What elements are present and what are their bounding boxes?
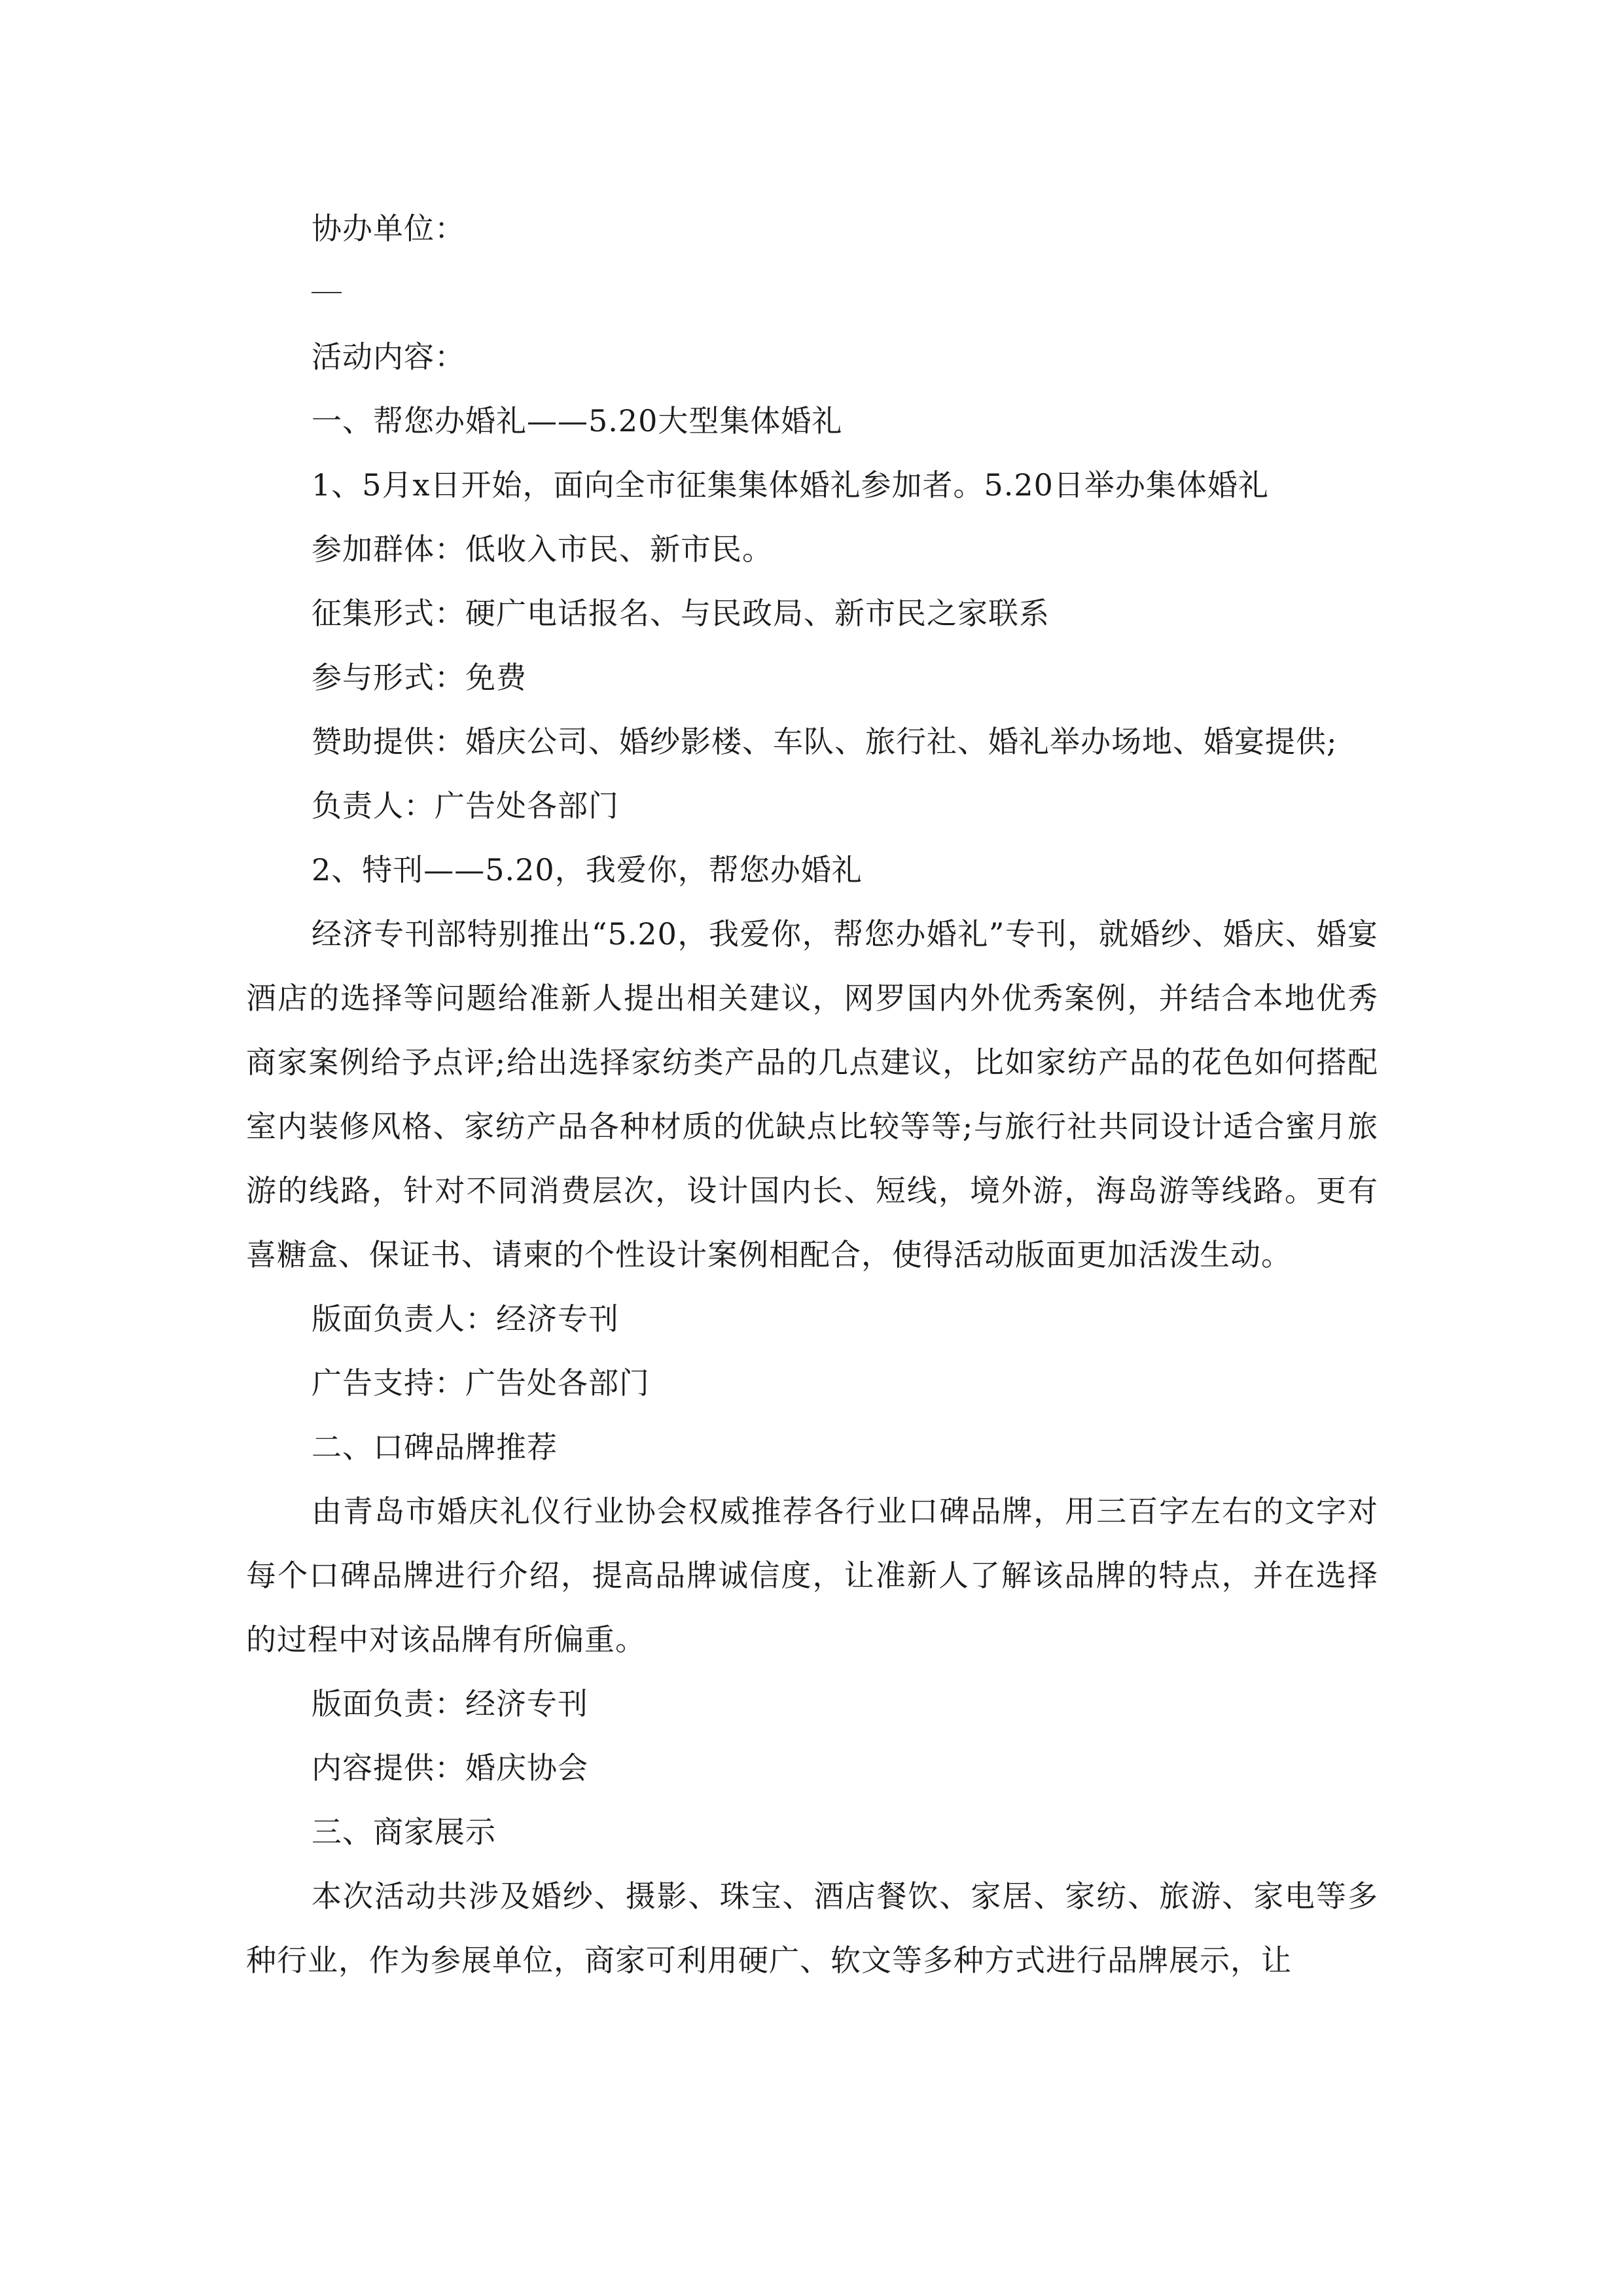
section1-item1: 1、5月x日开始，面向全市征集集体婚礼参加者。5.20日举办集体婚礼 xyxy=(312,467,1269,503)
section1-item2: 2、特刊——5.20，我爱你，帮您办婚礼 xyxy=(312,852,863,888)
co-organizer-placeholder-dash xyxy=(246,260,1378,325)
section1-sponsors: 赞助提供：婚庆公司、婚纱影楼、车队、旅行社、婚礼举办场地、婚宴提供; xyxy=(312,724,1338,759)
section2-title: 二、口碑品牌推荐 xyxy=(312,1429,558,1465)
section3-title: 三、商家展示 xyxy=(312,1814,496,1850)
section1-layout-responsible: 版面负责人：经济专刊 xyxy=(312,1301,619,1336)
section2-paragraph: 由青岛市婚庆礼仪行业协会权威推荐各行业口碑品牌，用三百字左右的文字对每个口碑品牌进行介绍，提高品牌诚信度，让准新人了解该品牌的特点，并在选择的过程中对该品牌有所偏重。 xyxy=(246,1494,1378,1657)
section1-title: 一、帮您办婚礼——5.20大型集体婚礼 xyxy=(312,403,843,439)
section2-layout-responsible: 版面负责：经济专刊 xyxy=(312,1686,588,1721)
section1-participants: 参加群体：低收入市民、新市民。 xyxy=(312,531,773,567)
section1-recruitment: 征集形式：硬广电话报名、与民政局、新市民之家联系 xyxy=(312,596,1050,631)
co-organizer-label: 协办单位： xyxy=(312,211,465,246)
section1-responsible: 负责人：广告处各部门 xyxy=(312,788,619,823)
section1-ad-support: 广告支持：广告处各部门 xyxy=(312,1365,650,1401)
activity-content-label: 活动内容： xyxy=(312,339,465,374)
document-body xyxy=(246,196,1378,1992)
section3-paragraph: 本次活动共涉及婚纱、摄影、珠宝、酒店餐饮、家居、家纺、旅游、家电等多种行业，作为参展单位，商家可利用硬广、软文等多种方式进行品牌展示，让 xyxy=(246,1878,1378,1978)
section1-participation: 参与形式：免费 xyxy=(312,660,527,695)
section2-content-provider: 内容提供：婚庆协会 xyxy=(312,1750,588,1785)
section1-paragraph: 经济专刊部特别推出“5.20，我爱你，帮您办婚礼”专刊，就婚纱、婚庆、婚宴酒店的选择等问题给准新人提出相关建议，网罗国内外优秀案例，并结合本地优秀商家案例给予点评;给出选择家纺类产品的几点建议，比如家纺产品的花色如何搭配室内装修风格、家纺产品各种材质的优缺点比较等等;与旅行社共同设计适合蜜月旅游的线路，针对不同消费层次，设计国内长、短线，境外游，海岛游等线路。更有喜糖盒、保证书、请柬的个性设计案例相配合，使得活动版面更加活泼生动。 xyxy=(246,916,1378,1272)
